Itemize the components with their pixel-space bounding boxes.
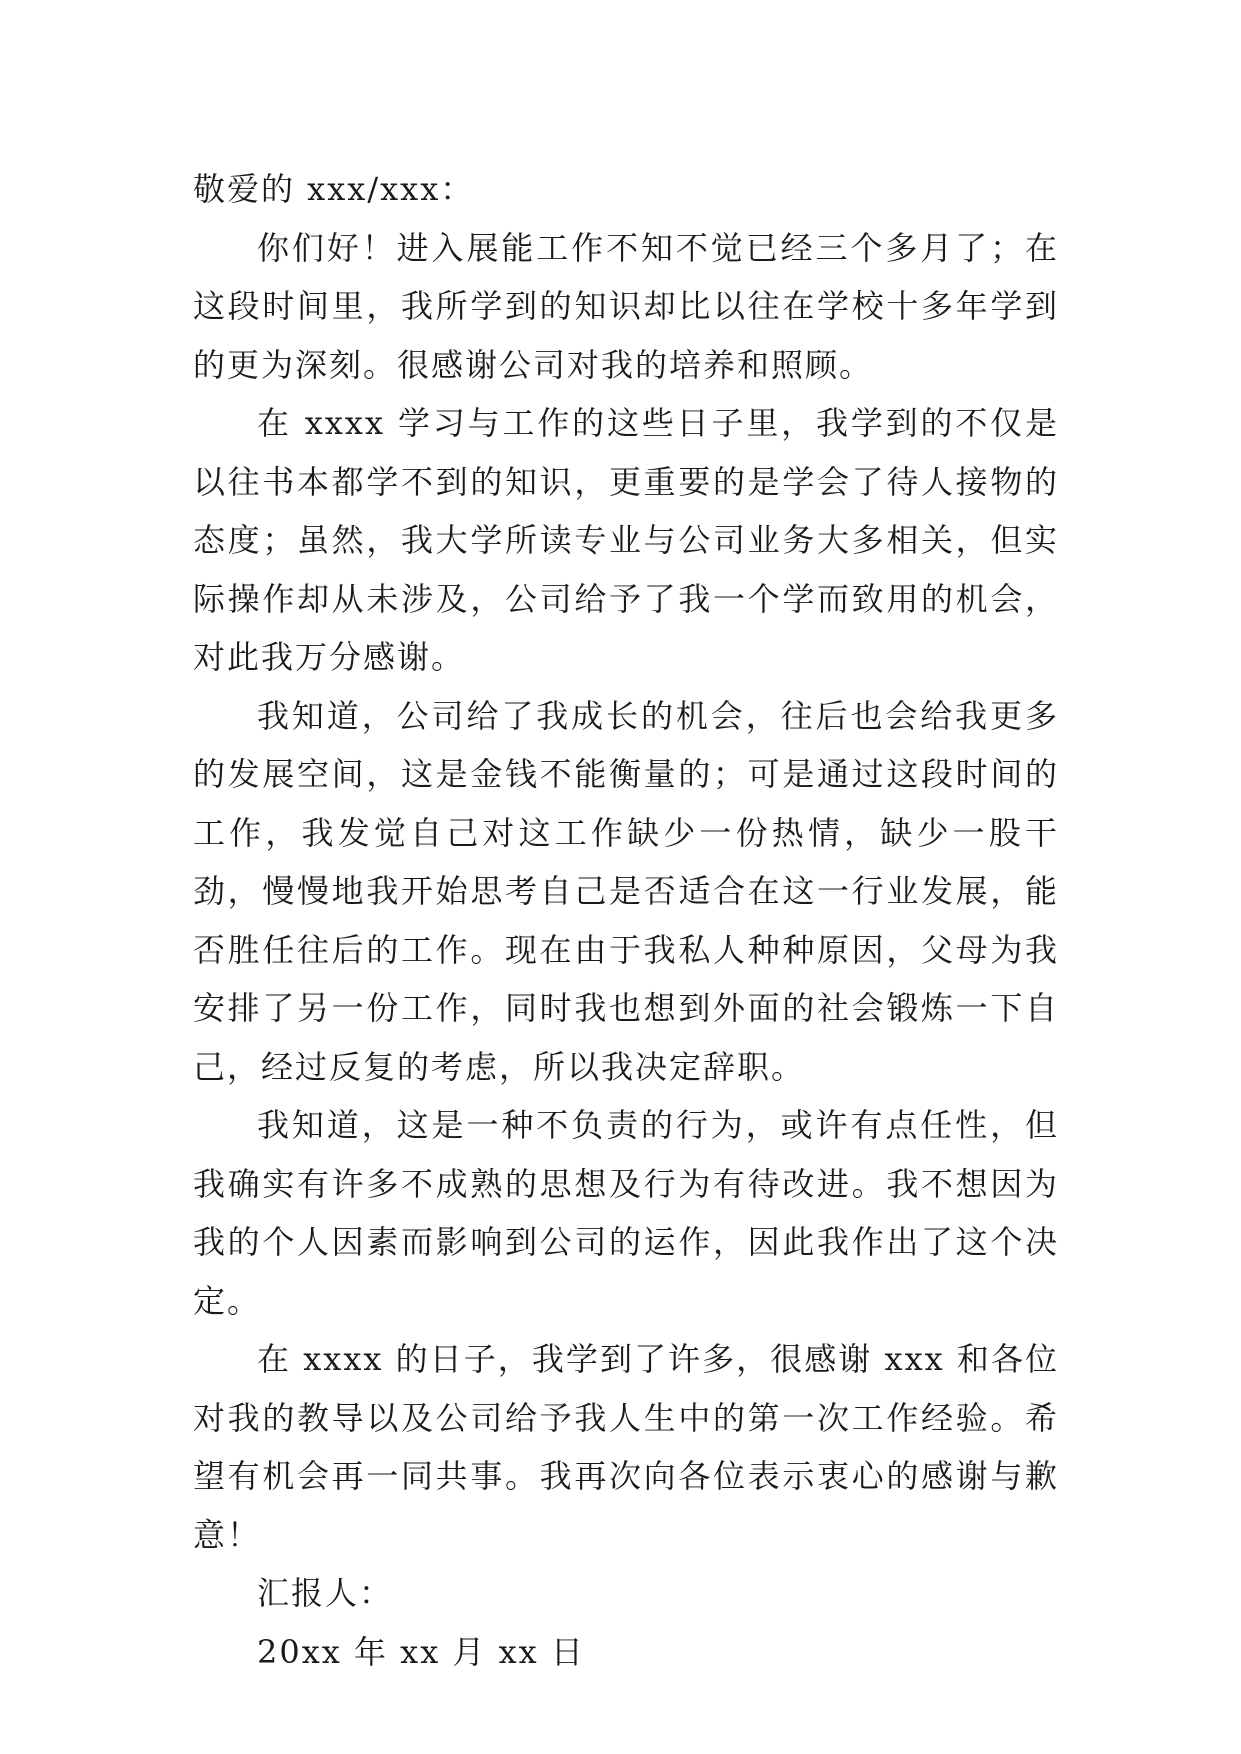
paragraph-3: 我知道，公司给了我成长的机会，往后也会给我更多的发展空间，这是金钱不能衡量的；可是通过这段时间的工作，我发觉自己对这工作缺少一份热情，缺少一股干劲，慢慢地我开始思考自己是否适合在这一行业发展，能否胜任往后的工作。现在由于我私人种种原因，父母为我安排了另一份工作，同时我也想到外面的社会锻炼一下自己，经过反复的考虑，所以我决定辞职。 — [193, 696, 1059, 1086]
salutation: 敬爱的 xxx/xxx： — [193, 170, 475, 208]
signer-label: 汇报人： — [257, 1574, 394, 1612]
paragraph-2: 在 xxxx 学习与工作的这些日子里，我学到的不仅是以往书本都学不到的知识，更重要的是学会了待人接物的态度；虽然，我大学所读专业与公司业务大多相关，但实际操作却从未涉及，公司给予了我一个学而致用的机会，对此我万分感谢。 — [193, 404, 1059, 676]
paragraph-4: 我知道，这是一种不负责的行为，或许有点任性，但我确实有许多不成熟的思想及行为有待改进。我不想因为我的个人因素而影响到公司的运作，因此我作出了这个决定。 — [193, 1106, 1059, 1320]
letter-date: 20xx 年 xx 月 xx 日 — [257, 1632, 585, 1671]
paragraph-5: 在 xxxx 的日子，我学到了许多，很感谢 xxx 和各位对我的教导以及公司给予我人生中的第一次工作经验。希望有机会再一同共事。我再次向各位表示衷心的感谢与歉意！ — [193, 1340, 1059, 1554]
letter-body — [193, 160, 1059, 1681]
paragraph-1: 你们好！进入展能工作不知不觉已经三个多月了；在这段时间里，我所学到的知识却比以往在学校十多年学到的更为深刻。很感谢公司对我的培养和照顾。 — [193, 228, 1059, 384]
